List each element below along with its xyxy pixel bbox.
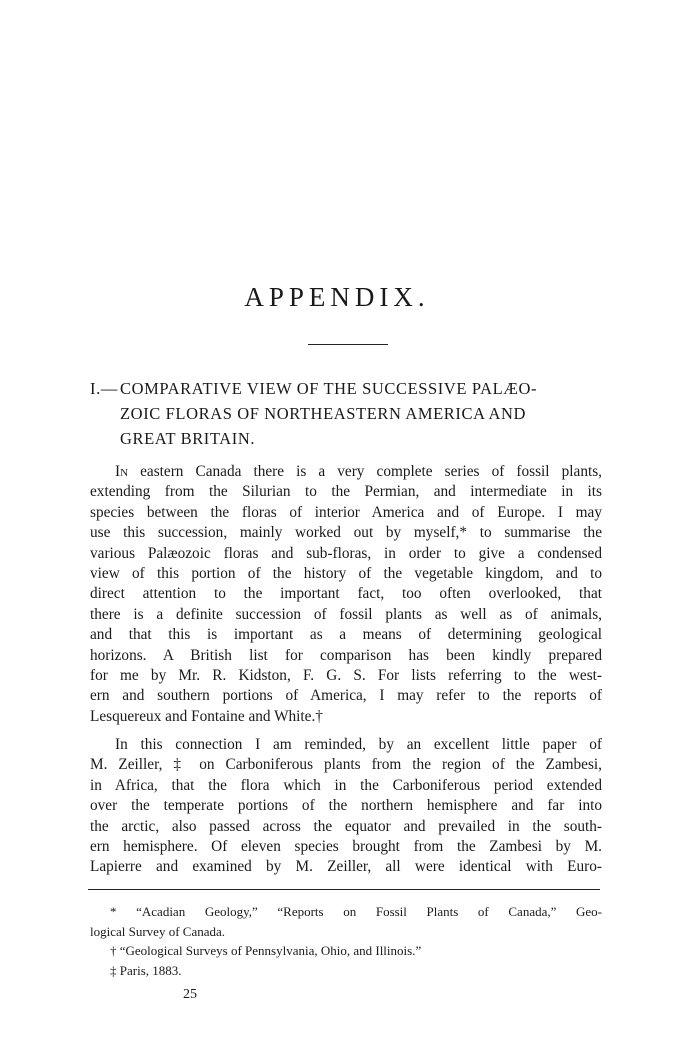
section-title-line-2: ZOIC FLORAS OF NORTHEASTERN AMERICA AND	[120, 404, 527, 423]
paragraph-1	[90, 462, 602, 727]
paragraph-2-line: In this connection I am reminded, by an excellent little paper of	[115, 736, 602, 753]
paragraph-1-line: and that this is important as a means of determining geological	[90, 626, 602, 644]
paragraph-1-line: there is a definite succession of fossil plants as well as of animals,	[90, 605, 602, 623]
paragraph-1-line: for me by Mr. R. Kidston, F. G. S. For lists referring to the west-	[90, 667, 602, 685]
section-title-line-1	[90, 376, 610, 401]
paragraph-2-line: in Africa, that the flora which in the Carboniferous period extended	[90, 776, 602, 794]
paragraph-1-line: In eastern Canada there is a very complete series of fossil plants,	[115, 463, 602, 480]
section-number: I.—	[90, 379, 118, 398]
paragraph-1-line: various Palæozoic floras and sub-floras, in order to give a condensed	[90, 544, 602, 562]
footnote-1-line-2: logical Survey of Canada.	[90, 923, 226, 939]
paragraph-1-line: Lesquereux and Fontaine and White.†	[90, 707, 323, 725]
paragraph-2-line: the arctic, also passed across the equator and prevailed in the south-	[90, 817, 602, 835]
paragraph-2-line: over the temperate portions of the northern hemisphere and far into	[90, 797, 602, 815]
paragraph-1-line: view of this portion of the history of the vegetable kingdom, and to	[90, 565, 602, 583]
page-number: 25	[183, 987, 197, 1002]
section-title-line-3: GREAT BRITAIN.	[120, 429, 256, 448]
footnote-1-line-1: * “Acadian Geology,” “Reports on Fossil Plants of Canada,” Geo-	[110, 904, 602, 919]
footnotes	[90, 902, 602, 980]
paragraph-2-line: Lapierre and examined by M. Zeiller, all were identical with Euro-	[90, 858, 602, 876]
paragraph-2-line: M. Zeiller, ‡ on Carboniferous plants from the region of the Zambesi,	[90, 756, 602, 774]
paragraph-2-line: ern hemisphere. Of eleven species brought from the Zambesi by M.	[90, 838, 602, 856]
appendix-heading: APPENDIX.	[244, 282, 430, 312]
paragraph-1-line: horizons. A British list for comparison has been kindly prepared	[90, 646, 602, 664]
footnote-2: † “Geological Surveys of Pennsylvania, Ohio, and Illinois.”	[110, 943, 422, 958]
paragraph-1-line: extending from the Silurian to the Permian, and intermediate in its	[90, 483, 602, 501]
heading-divider	[308, 344, 388, 345]
section-title-text-1: COMPARATIVE VIEW OF THE SUCCESSIVE PALÆO-	[120, 379, 538, 398]
footnote-divider	[88, 889, 600, 890]
paragraph-2	[90, 735, 602, 878]
paragraph-1-line: direct attention to the important fact, too often overlooked, that	[90, 585, 602, 603]
paragraph-1-line: species between the floras of interior America and of Europe. I may	[90, 503, 602, 521]
paragraph-1-first-word: In	[115, 463, 129, 480]
paragraph-1-line: ern and southern portions of America, I may refer to the reports of	[90, 687, 602, 705]
section-title	[90, 376, 610, 451]
footnote-3: ‡ Paris, 1883.	[110, 962, 182, 978]
paragraph-1-line: use this succession, mainly worked out by myself,* to summarise the	[90, 524, 602, 542]
